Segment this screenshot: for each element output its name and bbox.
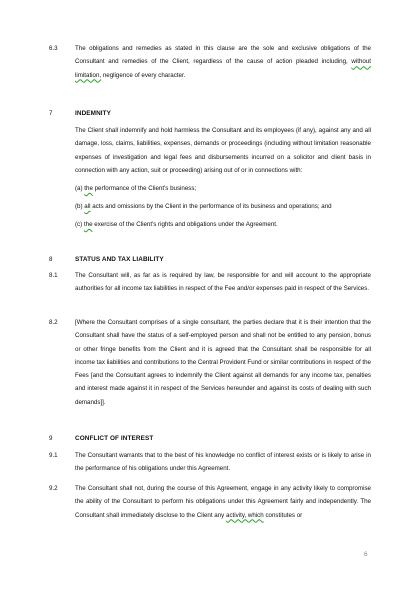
grammar-flag: the bbox=[84, 185, 93, 192]
clause-number-6-3: 6.3 bbox=[49, 45, 58, 52]
clause-7-intro: The Client shall indemnify and hold harmless the Consultant and its employees (if any), against any and all damage, loss, claims, liabilities, expenses, demands or proceedings (including without limitation reasonable expenses of investigation and legal fees and disbursements incurred on a solicitor and client basis in connection with any action, suit or proceeding) arising out of or in connections with: bbox=[75, 127, 371, 174]
page-number: 6 bbox=[364, 551, 368, 558]
clause-number-8-2: 8.2 bbox=[49, 319, 58, 326]
clause-9-1-text: The Consultant warrants that to the best of his knowledge no conflict of interest exists or is likely to arise in the performance of his obligations under this Agreement. bbox=[75, 452, 371, 473]
clause-8-2-text: [Where the Consultant comprises of a single consultant, the parties declare that it is their intention that the Consultant shall have the status of a self-employed person and shall not be entitled to any pension, bonus or other fringe benefits from the Client and it is agreed that the Consultant shall be responsible for all income tax liabilities and contributions to the Central Provident Fund or similar contributions in respect of the Fees [and the Consultant agrees to indemnify the Client against all demands for any income tax, penalties and interest made against it in respect of the Services hereunder and against its costs of dealing with such demands]]. bbox=[75, 319, 371, 406]
section-number-8: 8 bbox=[49, 256, 53, 263]
section-heading-indemnity: INDEMNITY bbox=[75, 110, 112, 117]
clause-number-9-1: 9.1 bbox=[49, 452, 58, 459]
section-number-9: 9 bbox=[49, 435, 53, 442]
grammar-flag: without limitation, bbox=[75, 58, 371, 79]
clause-number-8-1: 8.1 bbox=[49, 272, 58, 279]
grammar-flag: activity, which bbox=[226, 511, 264, 519]
clause-7-item-a: (a) the performance of the Client's business; bbox=[75, 185, 197, 192]
grammar-flag: the bbox=[83, 221, 93, 228]
clause-9-2-text: The Consultant shall not, during the course of this Agreement, engage in any activity likely to compromise the ability of the Consultant to perform his obligations under this Agreement fairly and independently. The Consultant shall immediately disclose to the Client any activity, which constitutes or bbox=[75, 485, 371, 519]
clause-7-item-c: (c) the exercise of the Client's rights and obligations under the Agreement. bbox=[75, 221, 278, 228]
section-heading-conflict: CONFLICT OF INTEREST bbox=[75, 435, 154, 442]
section-number-7: 7 bbox=[49, 110, 53, 117]
clause-number-9-2: 9.2 bbox=[49, 485, 58, 492]
clause-7-item-b: (b) all acts and omissions by the Client in the performance of its business and operations; and bbox=[75, 203, 332, 210]
grammar-flag: all bbox=[84, 203, 91, 210]
clause-6-3-text: The obligations and remedies as stated in this clause are the sole and exclusive obligations of the Consultant and remedies of the Client, regardless of the cause of action pleaded including, without limitation, negligence of every character. bbox=[75, 45, 371, 79]
clause-8-1-text: The Consultant will, as far as is required by law, be responsible for and will account to the appropriate authorities for all income tax liabilities in respect of the Fee and/or expenses paid in respect of the Services. bbox=[75, 272, 371, 293]
section-heading-status-tax: STATUS AND TAX LIABILITY bbox=[75, 256, 164, 263]
